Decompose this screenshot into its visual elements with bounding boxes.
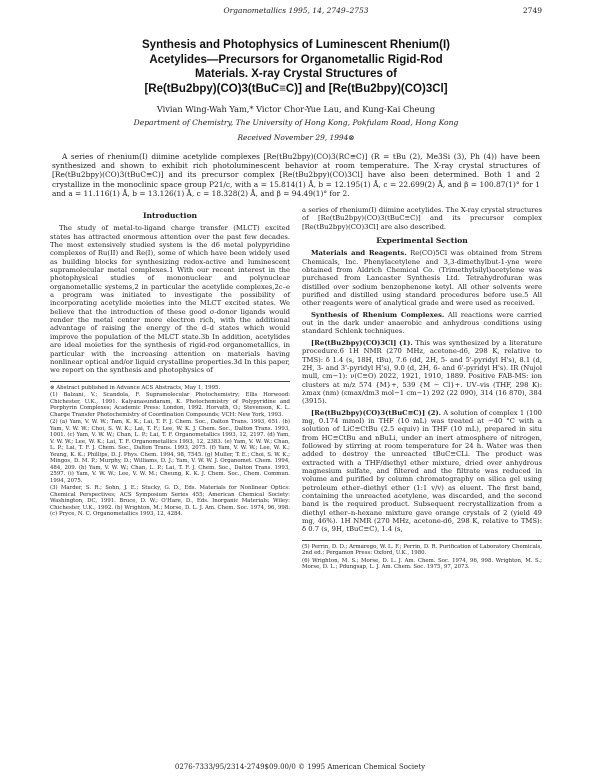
materials-text: Re(CO)5Cl was obtained from Strem Chemicals, Inc. Phenylacetylene and 3,3-dimethylbut-1-yne were obtained from Aldrich Chemical Co. (Trimethylsilyl)acetylene was purchased from Lancaster Synthesis Ltd. Tetrahydrofuran was distilled over sodium benzophenone ketyl. All other solvents were purified and distilled using standard procedures before use.5 All other reagents were of analytical grade and were used as received. [302, 249, 542, 308]
page-number: 2749 [522, 6, 542, 15]
affiliation: Department of Chemistry, The University of Hong Kong, Pokfulam Road, Hong Kong [133, 118, 459, 127]
compound-2-text: A solution of complex 1 (100 mg, 0.174 mmol) in THF (10 mL) was treated at −40 °C with a solution of LiC≡CtBu (2.5 equiv) in THF (10 mL), prepared in situ from HC≡CtBu and nBuLi, under an inert atmosphere of nitrogen, followed by stirring at room temperature for 24 h. Water was then added to destroy the unreacted tBuC≡CLi. The product was extracted with a THF/diethyl ether mixture, dried over anhydrous magnesium sulfate, and filtered and the filtrate was reduced in volume and purified by column chromatography on silica gel using petroleum ether–diethyl ether (1:1 v/v) as eluent. The first band, containing the unreacted acetylene, was discarded, and the second band is the required product. Subsequent recrystallization from a diethyl ether–n-hexane mixture gave orange crystals of 2 (yield 49 mg, 46%). 1H NMR (270 MHz, acetone-d6, 298 K, relative to TMS): δ 0.7 (s, 9H, tBuC≡C), 1.4 (s, [302, 408, 543, 534]
materials-lead: Materials and Reagents. [311, 249, 407, 258]
article-title [60, 38, 532, 96]
footnote: (5) Perrin, D. D.; Armarego, W. L. F.; Perrin, D. R. Purification of Laboratory Chemicals, 2nd ed.; Pergamon Press: Oxford, U.K., 1980. [302, 543, 542, 557]
running-head [50, 0, 542, 22]
synthesis-lead: Synthesis of Rhenium Complexes. [311, 310, 445, 319]
introduction-heading: Introduction [142, 211, 198, 221]
synthesis-paragraph [302, 311, 542, 336]
title-line-2: Acetylides—Precursors for Organometallic Rigid-Rod [149, 53, 443, 66]
left-column [50, 206, 290, 572]
compound-2-lead: [Re(tBu2bpy)(CO)3(tBuC≡C)] (2). [311, 408, 442, 417]
copyright-footer: 0276-7333/95/2314-2749$09.00/0 © 1995 American Chemical Society [174, 763, 426, 771]
title-line-4: [Re(tBu2bpy)(CO)3(tBuC≡C)] and [Re(tBu2bpy)(CO)3Cl] [144, 82, 448, 95]
author-list: Vivian Wing-Wah Yam,* Victor Chor-Yue Lau, and Kung-Kai Cheung [156, 104, 436, 114]
intro-continuation: a series of rhenium(I) diimine acetylides. The X-ray crystal structures of [Re(tBu2bpy)(CO)3(tBuC≡C)] and its precursor complex [Re(tBu2bpy)(CO)3Cl] are also described. [302, 206, 542, 231]
title-line-1: Synthesis and Photophysics of Luminescent Rhenium(I) [142, 39, 450, 51]
received-date: Received November 29, 1994⊗ [237, 133, 355, 142]
materials-paragraph [302, 249, 542, 307]
compound-2-paragraph [302, 409, 542, 534]
right-footnotes [302, 540, 542, 571]
compound-1-paragraph [302, 339, 542, 406]
right-column [302, 206, 542, 572]
two-column-body [50, 206, 542, 572]
footnote: (2) (a) Yam, V. W. W.; Tam, K. K.; Lai, T. F. J. Chem. Soc., Dalton Trans. 1993, 651. (b) Yam, V. W. W.; Choi, S. W. K.; Lai, T. F.; Lee, W. K. J. Chem. Soc., Dalton Trans. 1993, 1001. (c) Yam, V. W. W.; Chan, L. P.; Lai, T. F. Organometallics 1993, 12, 2197. (d) Yam, V. W. W.; Lee, W. K.; Lai, T. F. Organometallics 1993, 12, 2383. (e) Yam, V. W. W.; Chan, L. P.; Lai, T. F. J. Chem. Soc., Dalton Trans. 1993, 2075. (f) Yam, V. W. W.; Lee, W. K.; Yeung, K. K.; Phillips, D. J. Phys. Chem. 1994, 98, 7545. (g) Muller, T. E.; Choi, S. W. K.; Mingos, D. M. P.; Murphy, D.; Williams, D. J.; Yam, V. W. W. J. Organomet. Chem. 1994, 484, 209. (h) Yam, V. W. W.; Chan, L. P.; Lai, T. F. J. Chem. Soc., Dalton Trans. 1993, 2597. (i) Yam, V. W. W.; Lee, V. W. M.; Cheung, K. K. J. Chem. Soc., Chem. Commun. 1994, 2075. [50, 419, 290, 484]
footnote: (1) Balzani, V.; Scandola, F. Supramolecular Photochemistry; Ellis Horwood: Chichester, U.K., 1991. Kalyanasundaram, K. Photochemistry of Polypyridine and Porphyrin Complexes; Academic Press: London, 1992. Horvath, O.; Stevenson, K. L. Charge Transfer Photochemistry of Coordination Compounds; VCH: New York, 1993. [50, 392, 290, 418]
experimental-heading: Experimental Section [376, 236, 468, 246]
abstract: A series of rhenium(I) diimine acetylide complexes [Re(tBu2bpy)(CO)3(RC≡C)] (R = tBu (2), Me3Si (3), Ph (4)) have been synthesized and shown to exhibit rich photoluminescent behavior at room temperature. The X-ray crystal structures of [Re(tBu2bpy)(CO)3(tBuC≡C)] and its precursor complex [Re(tBu2bpy)(CO)3Cl] have also been determined. Both 1 and 2 crystallize in the monoclinic space group P21/c, with a = 15.814(1) Å, b = 12.195(1) Å, c = 22.699(2) Å, and β = 100.87(1)° for 1 and a = 11.116(1) Å, b = 13.126(1) Å, c = 18.328(2) Å, and β = 94.49(1)° for 2. [52, 152, 540, 198]
footnote: ⊗ Abstract published in Advance ACS Abstracts, May 1, 1995. [50, 384, 221, 391]
left-footnotes [50, 381, 290, 518]
footnote: (6) Wrighton, M. S.; Morse, D. L. J. Am. Chem. Soc. 1974, 96, 998. Wrighton, M. S.; Morse, D. L.; Pdungsap, L. J. Am. Chem. Soc. 1975, 97, 2073. [302, 557, 542, 571]
footnote: (3) Marder, S. R.; Sohn, J. E.; Stucky, G. D., Eds. Materials for Nonlinear Optics: Chemical Perspectives; ACS Symposium Series 455; American Chemical Society: Washington, DC, 1991. Bruce, D. W.; O'Hare, D., Eds. Inorganic Materials; Wiley: Chichester, U.K., 1992. (b) Wrighton, M.; Morse, D. L. J. Am. Chem. Soc. 1974, 96, 998. (c) Pryce, N. C. Organometallics 1993, 12, 4284. [50, 485, 290, 518]
title-line-3: Materials. X-ray Crystal Structures of [195, 68, 397, 80]
synthesis-text: All reactions were carried out in the dark under anaerobic and anhydrous conditions using standard Schlenk techniques. [302, 310, 542, 336]
introduction-paragraph: The study of metal-to-ligand charge transfer (MLCT) excited states has attracted enormous attention over the past few decades. The most extensively studied system is the d6 metal polypyridine complexes of Ru(II) and Re(I), some of which have been widely used as building blocks for synthesizing redox-active and luminescent supramolecular metal complexes.1 With our recent interest in the photophysical studies of mononuclear and polynuclear organometallic systems,2 in particular the acetylide complexes,2c–e a program was initiated to investigate the possibility of incorporating acetylide moieties into the MLCT excited states. We believe that the introduction of these good σ-donor ligands would render the metal center more electron rich, with the additional advantage of raising the energy of the d–d states which would improve the population of the MLCT state.3b In addition, acetylides are ideal moieties for the synthesis of rigid-rod organometallics, in particular with the increasing attention on materials having nonlinear optical and/or liquid crystalline properties.3d In this paper, we report on the synthesis and photophysics of [50, 224, 290, 375]
compound-1-text: This was synthesized by a literature procedure.6 1H NMR (270 MHz, acetone-d6, 298 K, relative to TMS): δ 1.4 (s, 18H, tBu), 7.6 (dd, 2H, 5- and 5'-pyridyl H's), 8.1 (d, 2H, 3- and 3'-pyridyl H's), 9.0 (d, 2H, 6- and 6'-pyridyl H's). IR (Nujol mull, cm−1): ν(C≡O) 2022, 1921, 1910, 1889. Positive FAB-MS: ion clusters at m/z 574 {M}+, 539 {M − Cl}+. UV–vis (THF, 298 K): λmax (nm) (εmax/dm3 mol−1 cm−1) 292 (22 090), 314 (16 870), 384 (3915). [302, 338, 542, 406]
compound-1-lead: [Re(tBu2bpy)(CO)3Cl] (1). [311, 338, 413, 347]
journal-citation: Organometallics 1995, 14, 2749–2753 [223, 6, 369, 15]
